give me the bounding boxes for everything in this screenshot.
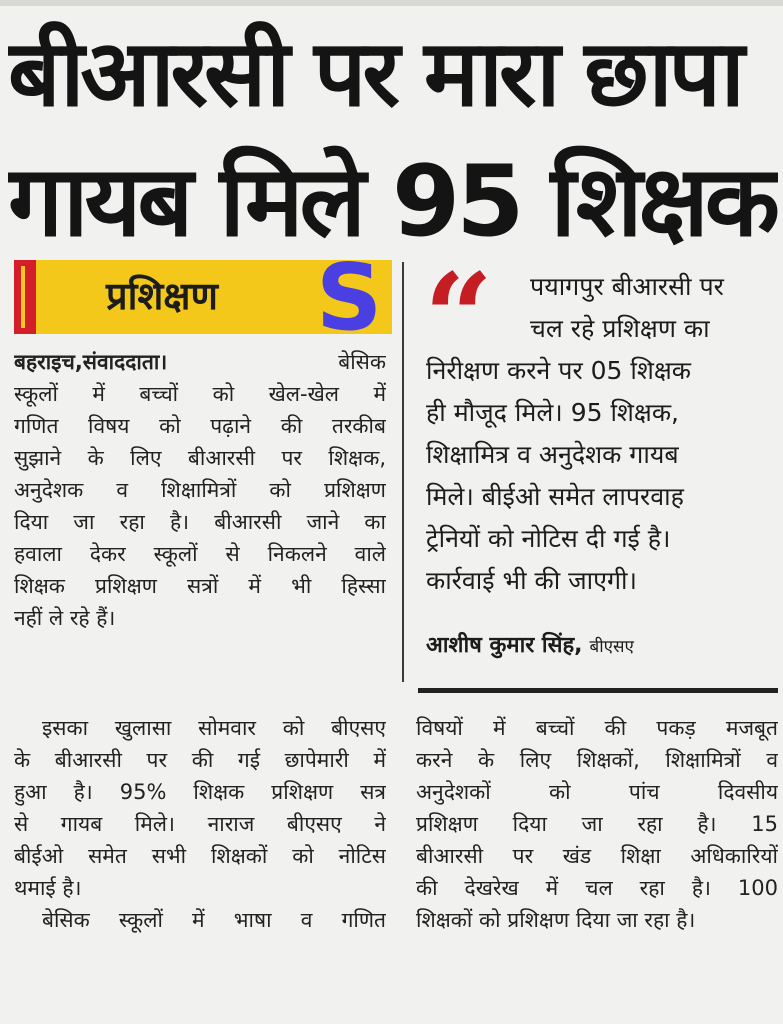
text-line: गणित विषय को पढ़ाने की तरकीब [14, 414, 386, 438]
text-line: हुआ है। 95% शिक्षक प्रशिक्षण सत्र [14, 780, 386, 804]
text-line: शिक्षकों को प्रशिक्षण दिया जा रहा है। [416, 908, 696, 932]
column-divider [402, 262, 404, 682]
top-edge [0, 0, 783, 6]
quote-main [426, 350, 778, 602]
label-red-strip [14, 260, 36, 334]
text-line: अनुदेशकों को पांच दिवसीय [416, 780, 778, 804]
quote-line: ही मौजूद मिले। 95 शिक्षक, [426, 398, 679, 427]
text-line: बीईओ समेत सभी शिक्षकों को नोटिस [14, 844, 386, 868]
watermark-letter: S [316, 244, 383, 351]
dateline: बहराइच,संवाददाता। [14, 350, 168, 374]
text-line: बीआरसी पर खंड शिक्षा अधिकारियों [416, 844, 778, 868]
section-label: प्रशिक्षण [106, 274, 219, 318]
quote-top [530, 266, 780, 350]
quote-line: शिक्षामित्र व अनुदेशक गायब [426, 440, 679, 469]
quote-mark-icon: “ [424, 247, 494, 388]
text-line: सुझाने के लिए बीआरसी पर शिक्षक, [14, 446, 386, 470]
byline-designation: बीएसए [589, 637, 634, 657]
quote-byline [426, 628, 634, 665]
text-line: नहीं ले रहे हैं। [14, 606, 116, 630]
text-line: के बीआरसी पर की गई छापेमारी में [14, 748, 386, 772]
text-line: हवाला देकर स्कूलों से निकलने वाले [14, 542, 386, 566]
text-line: प्रशिक्षण दिया जा रहा है। 15 [416, 812, 778, 836]
text-line: अनुदेशक व शिक्षामित्रों को प्रशिक्षण [14, 478, 386, 502]
quote-line: पयागपुर बीआरसी पर [530, 272, 724, 301]
text-line: थमाई है। [14, 876, 82, 900]
quote-line: कार्रवाई भी की जाएगी। [426, 566, 637, 595]
para1-first-word: बेसिक [338, 350, 386, 374]
text-line: स्कूलों में बच्चों को खेल-खेल में [14, 382, 386, 406]
text-line: करने के लिए शिक्षकों, शिक्षामित्रों व [416, 748, 778, 772]
quote-line: मिले। बीईओ समेत लापरवाह [426, 482, 684, 511]
text-line: इसका खुलासा सोमवार को बीएसए [42, 716, 386, 740]
right-column-bottom [416, 712, 778, 936]
text-line: दिया जा रहा है। बीआरसी जाने का [14, 510, 386, 534]
quote-line: ट्रेनियों को नोटिस दी गई है। [426, 524, 671, 553]
text-line: शिक्षक प्रशिक्षण सत्रों में भी हिस्सा [14, 574, 386, 598]
left-column-top [14, 346, 386, 634]
text-line: की देखरेख में चल रहा है। 100 [416, 876, 778, 900]
quote-line: निरीक्षण करने पर 05 शिक्षक [426, 356, 691, 385]
dateline-line [14, 346, 386, 378]
headline-line-1: बीआरसी पर मारा छापा [8, 20, 741, 127]
headline-line-2: गायब मिले 95 शिक्षक [8, 145, 777, 259]
quote-line: चल रहे प्रशिक्षण का [530, 314, 710, 343]
quote-bottom-rule [418, 688, 778, 693]
left-column-bottom [14, 712, 386, 936]
byline-name: आशीष कुमार सिंह, [426, 633, 583, 658]
text-line: बेसिक स्कूलों में भाषा व गणित [42, 908, 386, 932]
text-line: से गायब मिले। नाराज बीएसए ने [14, 812, 386, 836]
text-line: विषयों में बच्चों की पकड़ मजबूत [416, 716, 778, 740]
